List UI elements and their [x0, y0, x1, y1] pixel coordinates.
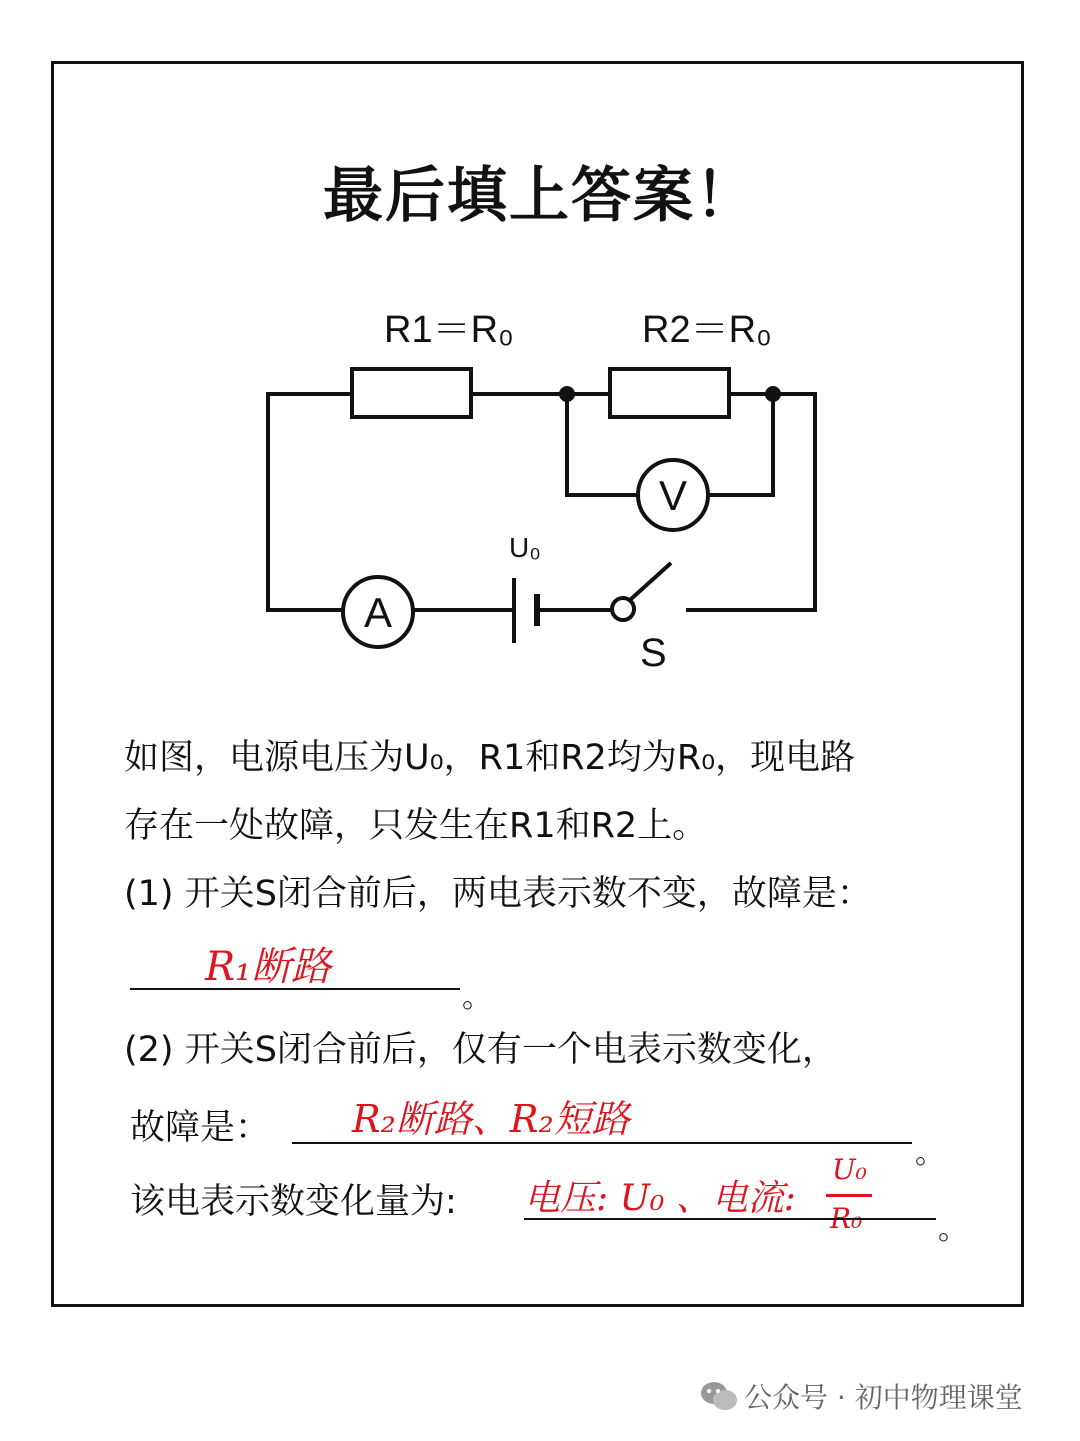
question-line-1: 如图，电源电压为U₀，R1和R2均为R₀，现电路 [124, 738, 856, 778]
switch-label: S [640, 631, 667, 675]
answer-3-fraction-bar [826, 1194, 872, 1197]
question-3-prefix: 该电表示数变化量为: [130, 1182, 457, 1222]
answer-3-blank [524, 1218, 936, 1220]
answer-3-numerator: U₀ [832, 1153, 867, 1186]
answer-3: 电压: U₀ 、电流: [524, 1178, 796, 1219]
question-1: (1) 开关S闭合前后，两电表示数不变，故障是： [124, 874, 872, 914]
ammeter-label: A [363, 589, 393, 636]
node-right [765, 386, 781, 402]
switch-pivot [612, 598, 634, 620]
answer-2: R₂断路、R₂短路 [352, 1097, 630, 1141]
switch-blade [630, 563, 671, 600]
wire-top-left [268, 394, 352, 610]
resistor-r2 [610, 369, 729, 417]
answer-1-period: 。 [462, 980, 492, 1015]
node-left [559, 386, 575, 402]
source-label: U₀ [509, 532, 541, 563]
voltmeter-label: V [658, 472, 688, 519]
answer-3-denominator: R₀ [830, 1202, 863, 1235]
question-2: (2) 开关S闭合前后，仅有一个电表示数变化， [124, 1030, 837, 1070]
answer-2-period: 。 [915, 1136, 945, 1171]
wechat-icon [700, 1380, 738, 1412]
circuit-diagram [0, 0, 1080, 720]
question-line-2: 存在一处故障，只发生在R1和R2上。 [124, 806, 708, 846]
question-2-prefix: 故障是： [130, 1108, 271, 1148]
answer-1: R₁断路 [205, 944, 332, 990]
footer-text: 公众号 · 初中物理课堂 [744, 1381, 1023, 1414]
r2-label: R2＝R₀ [642, 309, 772, 351]
r1-label: R1＝R₀ [384, 309, 514, 351]
answer-1-blank [130, 988, 460, 990]
page-title: 最后填上答案！ [323, 161, 757, 231]
resistor-r1 [352, 369, 471, 417]
answer-3-period: 。 [938, 1212, 968, 1247]
answer-2-blank [292, 1142, 912, 1144]
